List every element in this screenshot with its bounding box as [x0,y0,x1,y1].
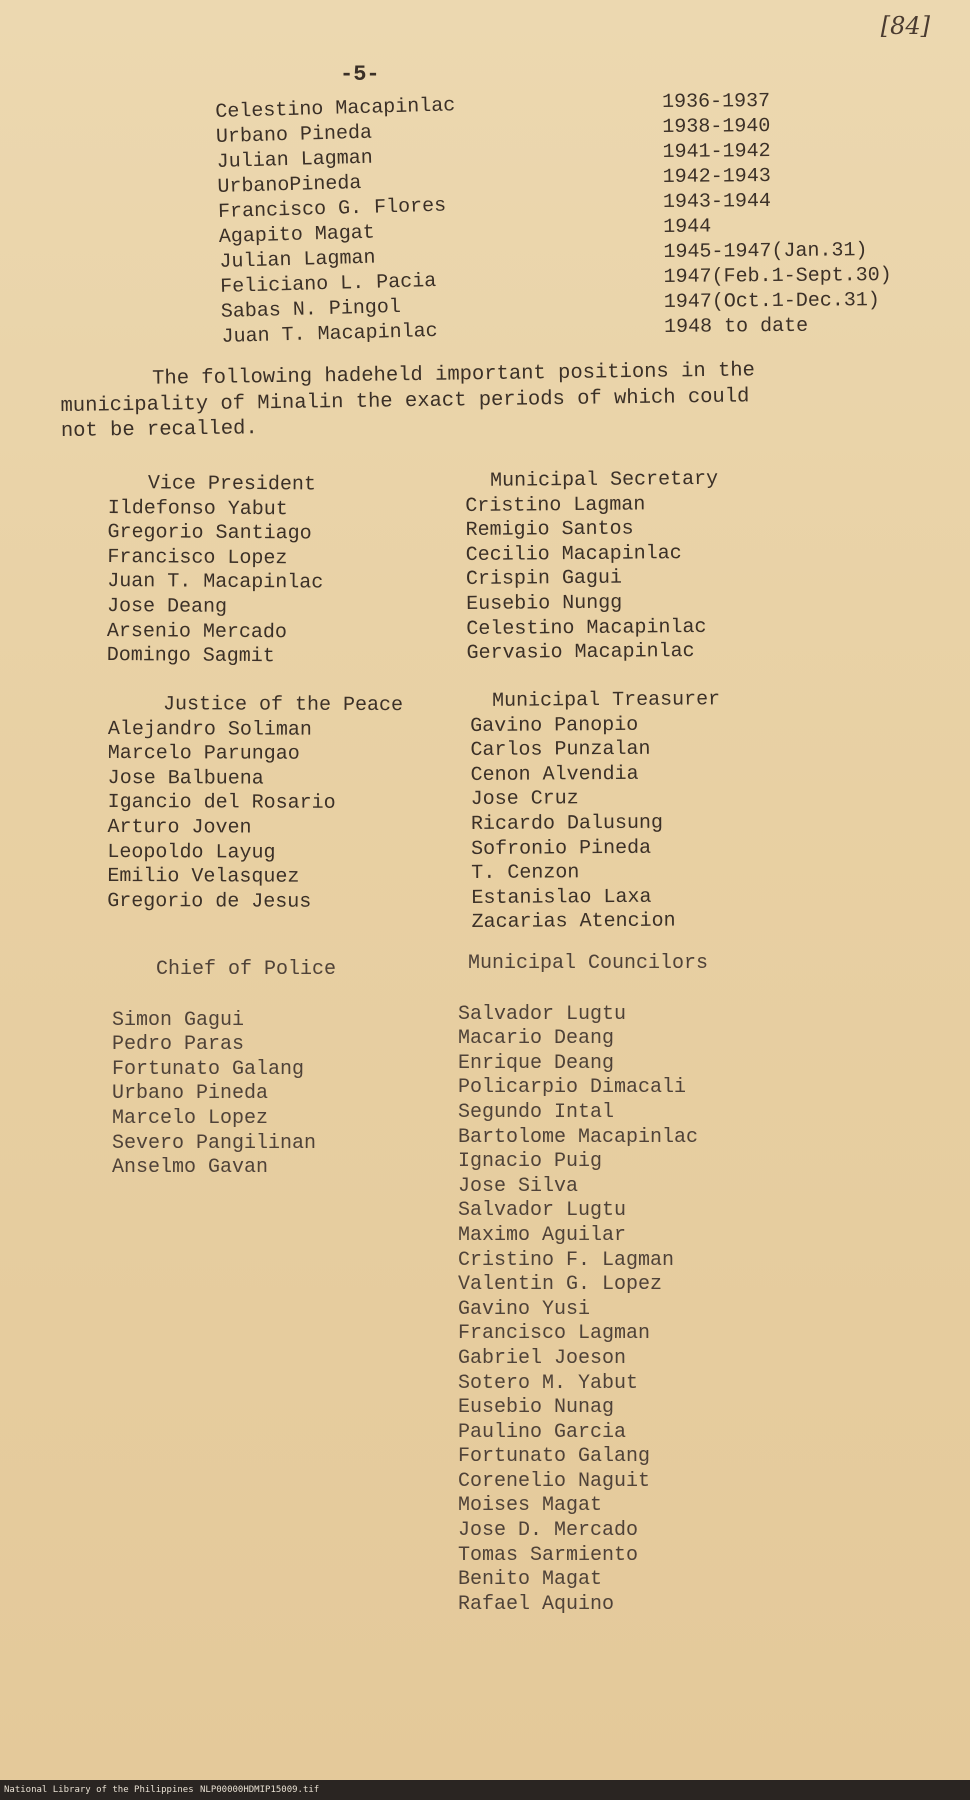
list-item: Zacarias Atencion [471,909,676,935]
justice-of-the-peace-section [107,693,403,915]
list-item: Anselmo Gavan [112,1156,269,1180]
list-item: T. Cenzon [471,861,580,886]
list-item: Fortunato Galang [112,1057,305,1081]
list-item: Marcelo Lopez [112,1106,269,1130]
list-item: Valentin G. Lopez [458,1273,663,1297]
list-item: Enrique Deang [458,1051,615,1075]
municipal-treasurer-section [470,688,722,936]
intro-line: not be recalled. [60,417,258,443]
official-term: 1941-1942 [662,140,771,164]
list-item: Benito Magat [458,1568,603,1592]
official-term: 1945-1947(Jan.31) [663,239,868,264]
scan-footer [0,1780,970,1800]
official-name: Celestino Macapinlac [215,94,456,124]
officials-terms [662,88,892,340]
official-term: 1947(Feb.1-Sept.30) [663,264,892,289]
list-item: Macario Deang [458,1027,615,1051]
list-item: Salvador Lugtu [458,1199,627,1223]
list-item: Pedro Paras [112,1033,245,1057]
list-item: Gregorio Santiago [107,521,312,546]
list-item: Jose Cruz [470,787,579,812]
footer-source: National Library of the Philippines [4,1785,194,1795]
official-term: 1938-1940 [662,115,771,139]
list-item: Francisco Lagman [458,1322,651,1346]
vice-president-section [107,472,324,670]
list-item: Corenelio Naguit [458,1469,651,1493]
handwritten-annotation: [84] [880,12,930,40]
official-name: Julian Lagman [219,246,376,274]
section-heading: Municipal Secretary [489,467,719,493]
list-item: Segundo Intal [458,1100,615,1124]
list-item: Ignacio Puig [458,1150,603,1174]
list-item: Sotero M. Yabut [458,1371,639,1395]
official-name: Julian Lagman [216,146,374,174]
list-item: Crispin Gagui [465,567,623,592]
official-name: Feliciano L. Pacia [219,269,437,299]
list-item: Moises Magat [458,1494,603,1518]
list-item: Estanislao Laxa [471,885,652,910]
section-heading: Chief of Police [156,958,337,981]
list-item: Emilio Velasquez [107,865,300,889]
list-item: Arturo Joven [107,815,252,840]
list-item: Rafael Aquino [458,1592,615,1616]
footer-filename: NLP00000HDMIP15009.tif [200,1785,320,1795]
list-item: Igancio del Rosario [107,791,336,816]
municipal-councilors-section [458,952,708,1617]
list-item: Cenon Alvendia [470,762,639,787]
list-item: Gervasio Macapinlac [466,640,695,666]
list-item: Arsenio Mercado [106,619,287,644]
list-item: Sofronio Pineda [471,836,652,861]
list-item: Maximo Aguilar [458,1223,627,1247]
section-heading: Justice of the Peace [162,693,404,718]
list-item: Salvador Lugtu [458,1002,627,1026]
list-item: Policarpio Dimacali [458,1076,687,1100]
list-item: Eusebio Nunag [458,1396,615,1420]
list-item: Domingo Sagmit [106,644,275,669]
official-term: 1948 to date [663,314,809,339]
list-item: Simon Gagui [112,1008,245,1032]
list-item: Gavino Yusi [458,1297,591,1321]
section-heading: Municipal Treasurer [491,688,721,713]
list-item: Francisco Lopez [107,545,288,571]
list-item: Juan T. Macapinlac [107,570,324,595]
list-item: Leopoldo Layug [107,840,276,865]
list-item: Cristino Lagman [465,493,646,518]
official-term: 1947(Oct.1-Dec.31) [663,289,880,314]
intro-paragraph [60,358,756,444]
official-name: Urbano Pineda [215,121,373,149]
list-item: Gavino Panopio [470,713,639,738]
list-item: Eusebio Nungg [466,591,623,616]
official-term: 1943-1944 [662,190,772,214]
section-heading: Vice President [147,472,317,497]
list-item: Remigio Santos [465,517,634,543]
list-item: Jose Balbuena [107,766,264,791]
list-item: Fortunato Galang [458,1445,651,1469]
chief-of-police-section [112,958,336,1181]
list-item: Gregorio de Jesus [107,889,312,914]
official-name: Agapito Magat [218,221,376,249]
list-item: Severo Pangilinan [112,1131,317,1155]
list-item: Urbano Pineda [112,1082,269,1106]
list-item: Jose Deang [106,594,228,619]
official-term: 1944 [663,215,712,239]
list-item: Marcelo Parungao [107,742,300,766]
official-name: UrbanoPineda [217,171,362,199]
list-item: Cecilio Macapinlac [465,541,682,567]
list-item: Ildefonso Yabut [107,496,288,521]
list-item: Celestino Macapinlac [466,615,707,641]
official-name: Francisco G. Flores [217,194,447,224]
list-item: Paulino Garcia [458,1420,627,1444]
official-name: Juan T. Macapinlac [221,319,438,349]
list-item: Tomas Sarmiento [458,1543,639,1567]
list-item: Ricardo Dalusung [470,811,664,836]
list-item: Alejandro Soliman [107,717,312,742]
municipal-secretary-section [465,468,720,667]
section-heading: Municipal Councilors [468,952,709,975]
list-item: Cristino F. Lagman [458,1248,675,1272]
official-name: Sabas N. Pingol [220,295,402,324]
intro-line: The following hadeheld important positions in the [152,359,756,391]
page-number: -5- [340,62,380,87]
official-term: 1936-1937 [662,90,771,114]
intro-line: municipality of Minalin the exact periods of which could [60,384,750,418]
list-item: Jose D. Mercado [458,1519,639,1543]
list-item: Bartolome Macapinlac [458,1125,699,1149]
list-item: Gabriel Joeson [458,1346,627,1370]
officials-names [215,93,462,350]
list-item: Carlos Punzalan [470,737,651,763]
list-item: Jose Silva [458,1174,579,1198]
official-term: 1942-1943 [662,165,771,189]
